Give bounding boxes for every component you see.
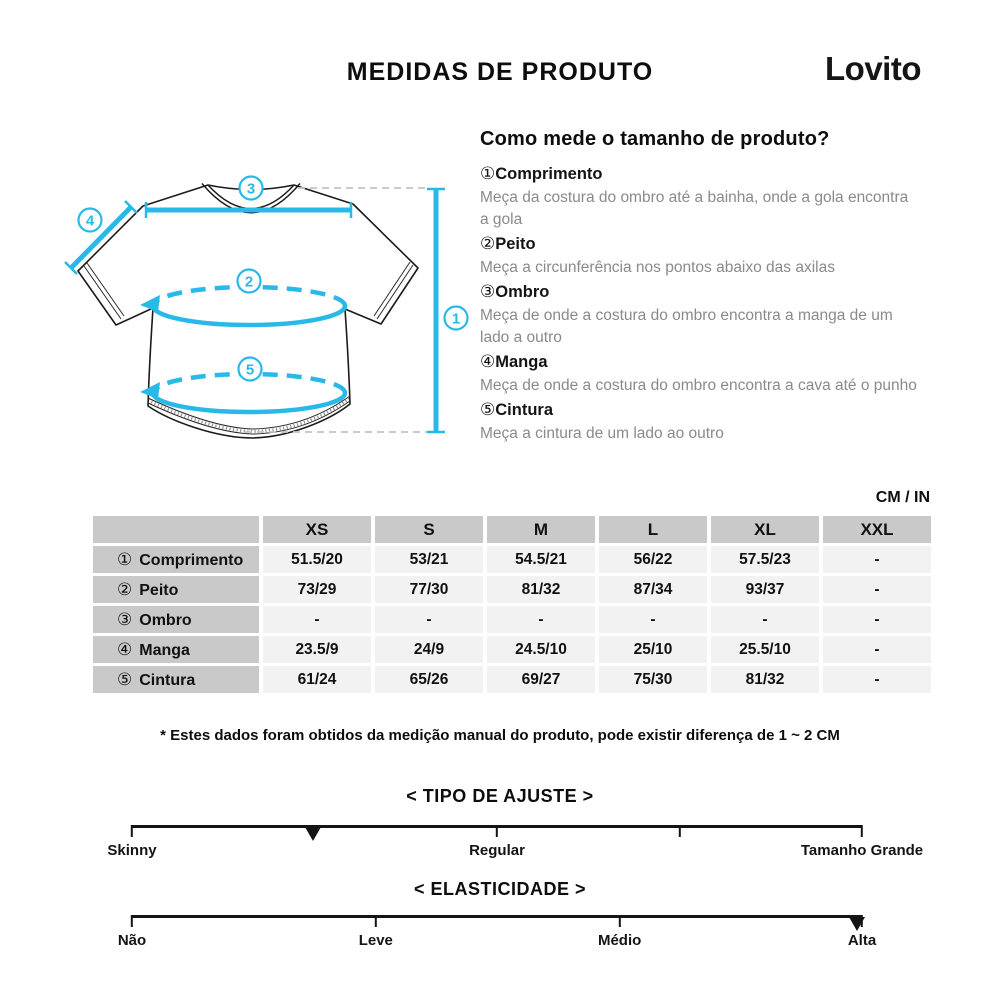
howto-section xyxy=(480,128,920,445)
measure-item-name xyxy=(480,279,920,305)
slider-label: Leve xyxy=(358,932,393,949)
slider-title: < TIPO DE AJUSTE > xyxy=(406,786,594,806)
size-value-cell: - xyxy=(487,606,595,633)
howto-title: Como mede o tamanho de produto? xyxy=(480,128,830,150)
slider-label: Alta xyxy=(847,932,877,949)
size-table-wrap xyxy=(89,513,935,696)
marker-4: 4 xyxy=(85,212,95,230)
fit-type-slider xyxy=(0,786,1000,859)
measure-item-name xyxy=(480,349,920,375)
measure-label: Peito xyxy=(495,235,536,253)
table-row xyxy=(93,636,931,663)
tshirt-body xyxy=(78,185,418,438)
measure-description: Meça da costura do ombro até a bainha, onde a gola encontra a gola xyxy=(480,189,909,228)
size-value-cell: 25.5/10 xyxy=(711,636,819,663)
circled-number: ④ xyxy=(117,639,133,659)
circled-number: ⑤ xyxy=(480,400,496,419)
size-value-cell: 24.5/10 xyxy=(487,636,595,663)
table-row xyxy=(93,666,931,693)
size-value-cell: 24/9 xyxy=(375,636,483,663)
circled-number: ③ xyxy=(480,282,496,301)
size-column-header: XS xyxy=(263,516,371,543)
size-value-cell: 69/27 xyxy=(487,666,595,693)
circled-number: ① xyxy=(480,164,496,183)
slider-tick xyxy=(131,825,133,837)
row-label-text: Peito xyxy=(139,581,179,599)
size-value-cell: 25/10 xyxy=(599,636,707,663)
size-value-cell: 75/30 xyxy=(599,666,707,693)
circled-number: ⑤ xyxy=(117,669,133,689)
table-corner-cell xyxy=(93,516,259,543)
table-row xyxy=(93,606,931,633)
measure-label: Ombro xyxy=(495,283,550,301)
size-value-cell: 65/26 xyxy=(375,666,483,693)
measure-description: Meça a circunferência nos pontos abaixo das axilas xyxy=(480,259,835,276)
size-value-cell: 51.5/20 xyxy=(263,546,371,573)
slider-label: Médio xyxy=(597,932,642,949)
page-title: MEDIDAS DE PRODUTO xyxy=(346,58,654,86)
size-column-header: M xyxy=(487,516,595,543)
slider-label: Não xyxy=(117,932,147,949)
size-column-header: XXL xyxy=(823,516,931,543)
marker-1: 1 xyxy=(451,310,461,328)
row-label xyxy=(93,546,259,573)
measure-label: Comprimento xyxy=(495,165,603,183)
marker-5: 5 xyxy=(245,361,255,379)
size-value-cell: - xyxy=(823,636,931,663)
row-label xyxy=(93,606,259,633)
unit-label: CM / IN xyxy=(875,489,930,506)
circled-number: ④ xyxy=(480,352,496,371)
circled-number: ② xyxy=(117,579,133,599)
circled-number: ③ xyxy=(117,609,133,629)
slider-tick xyxy=(131,915,133,927)
size-value-cell: - xyxy=(823,546,931,573)
slider-label: Regular xyxy=(469,842,525,859)
size-value-cell: 54.5/21 xyxy=(487,546,595,573)
size-value-cell: 53/21 xyxy=(375,546,483,573)
marker-2: 2 xyxy=(244,273,254,291)
slider-tick xyxy=(375,915,377,927)
footnote: * Estes dados foram obtidos da medição manual do produto, pode existir diferença de 1 ~ 2 CM xyxy=(160,727,840,744)
slider-tick xyxy=(496,825,498,837)
measure-description: Meça a cintura de um lado ao outro xyxy=(480,425,724,442)
row-label xyxy=(93,636,259,663)
size-value-cell: 81/32 xyxy=(711,666,819,693)
size-value-cell: 56/22 xyxy=(599,546,707,573)
size-table xyxy=(89,513,935,696)
size-value-cell: 87/34 xyxy=(599,576,707,603)
tshirt-diagram xyxy=(58,158,482,461)
measure-description: Meça de onde a costura do ombro encontra a manga de um lado a outro xyxy=(480,307,893,346)
size-value-cell: 93/37 xyxy=(711,576,819,603)
slider-title: < ELASTICIDADE > xyxy=(413,879,587,899)
size-column-header: XL xyxy=(711,516,819,543)
slider-label: Tamanho Grande xyxy=(800,842,924,859)
size-value-cell: 57.5/23 xyxy=(711,546,819,573)
size-value-cell: - xyxy=(711,606,819,633)
howto-list xyxy=(480,161,920,445)
size-value-cell: 73/29 xyxy=(263,576,371,603)
size-value-cell: 81/32 xyxy=(487,576,595,603)
size-value-cell: 23.5/9 xyxy=(263,636,371,663)
row-label-text: Cintura xyxy=(139,671,196,689)
size-value-cell: - xyxy=(823,576,931,603)
size-value-cell: - xyxy=(263,606,371,633)
measure-item-name xyxy=(480,161,920,187)
elasticity-slider xyxy=(0,879,1000,949)
circled-number: ② xyxy=(480,234,496,253)
row-label-text: Comprimento xyxy=(139,551,244,569)
row-label xyxy=(93,666,259,693)
table-row xyxy=(93,576,931,603)
row-label-text: Ombro xyxy=(139,611,192,629)
measure-label: Cintura xyxy=(495,401,553,419)
size-column-header: S xyxy=(375,516,483,543)
tshirt-outline xyxy=(78,185,418,438)
size-value-cell: 77/30 xyxy=(375,576,483,603)
row-label xyxy=(93,576,259,603)
tshirt-diagram-svg xyxy=(58,158,482,461)
size-table-head xyxy=(93,516,931,543)
slider-label: Skinny xyxy=(107,842,157,859)
size-column-header: L xyxy=(599,516,707,543)
size-value-cell: - xyxy=(823,666,931,693)
size-value-cell: - xyxy=(823,606,931,633)
size-value-cell: - xyxy=(375,606,483,633)
size-table-header-row xyxy=(93,516,931,543)
measure-description: Meça de onde a costura do ombro encontra a cava até o punho xyxy=(480,377,917,394)
measure-label: Manga xyxy=(495,353,548,371)
measure-item-name xyxy=(480,231,920,257)
row-label-text: Manga xyxy=(139,641,190,659)
size-value-cell: 61/24 xyxy=(263,666,371,693)
marker-3: 3 xyxy=(246,180,256,198)
slider-track xyxy=(117,915,877,949)
slider-tick xyxy=(861,825,863,837)
table-row xyxy=(93,546,931,573)
slider-marker-icon xyxy=(849,917,865,931)
slider-line xyxy=(132,915,862,918)
size-table-body xyxy=(93,546,931,693)
size-value-cell: - xyxy=(599,606,707,633)
slider-tick xyxy=(678,825,680,837)
measure-item-name xyxy=(480,397,920,423)
slider-track xyxy=(107,825,924,859)
slider-marker-icon xyxy=(305,827,321,841)
brand-logo: Lovito xyxy=(825,50,921,87)
circled-number: ① xyxy=(117,549,133,569)
slider-tick xyxy=(618,915,620,927)
